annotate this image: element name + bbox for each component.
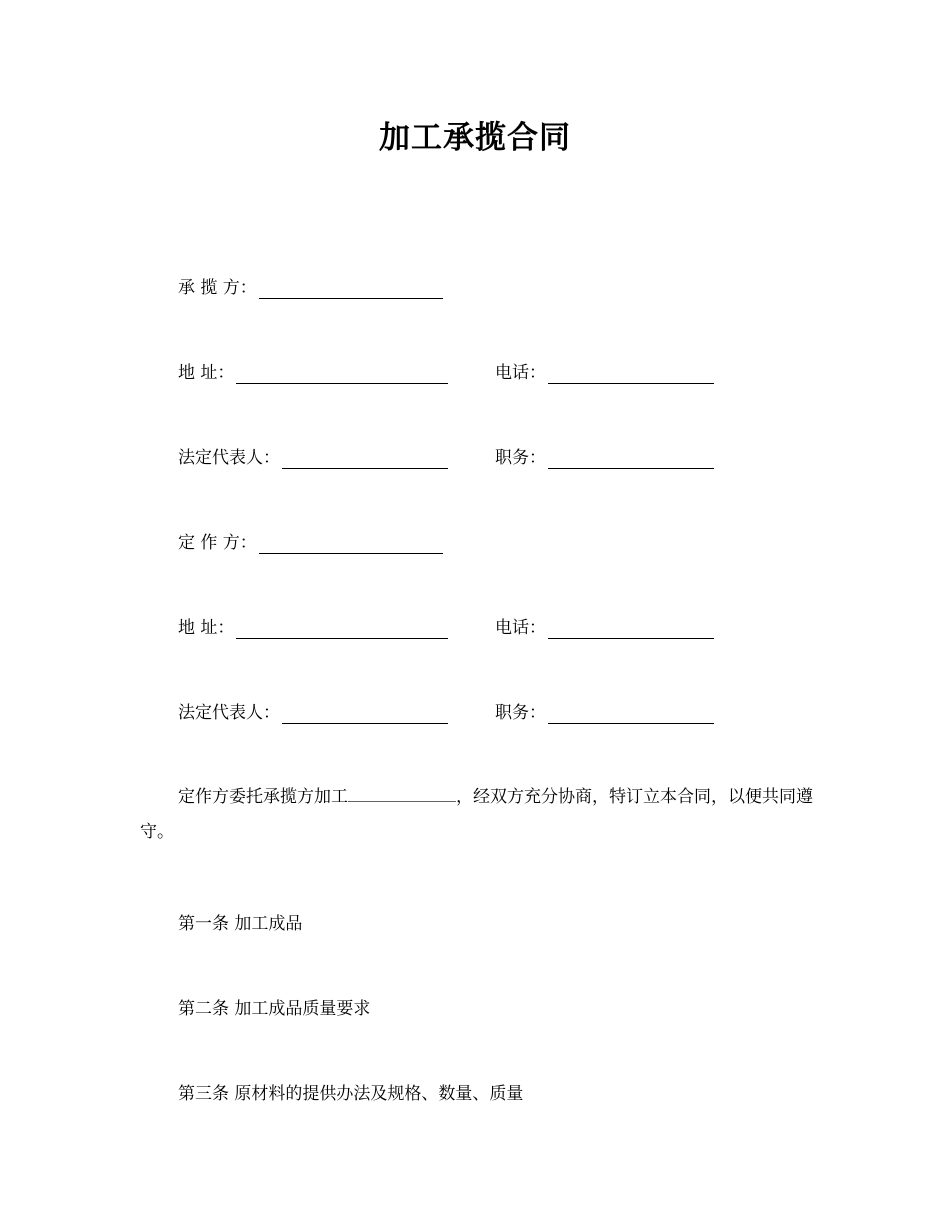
client-position-field — [495, 702, 714, 724]
processing-item-blank[interactable] — [348, 787, 456, 802]
client-address-blank[interactable] — [236, 621, 448, 639]
contractor-rep-field — [178, 447, 448, 469]
contractor-address-label: 地 址： — [178, 363, 235, 383]
client-name-blank[interactable] — [259, 536, 443, 554]
contractor-rep-label: 法定代表人： — [178, 448, 280, 468]
article-1: 第一条 加工成品 — [178, 914, 303, 934]
contractor-name-label: 承 揽 方： — [178, 278, 257, 298]
client-address-field — [178, 617, 448, 639]
document-title: 加工承揽合同 — [379, 120, 571, 156]
contractor-position-label: 职务： — [495, 448, 546, 468]
intro-paragraph — [140, 780, 820, 850]
intro-text-part1: 定作方委托承揽方加工 — [178, 787, 348, 807]
article-3: 第三条 原材料的提供办法及规格、数量、质量 — [178, 1084, 524, 1104]
client-position-label: 职务： — [495, 703, 546, 723]
contractor-phone-label: 电话： — [495, 363, 546, 383]
intro-text-part2: ，经双方充分协商，特订立本合同，以便共同遵守。 — [140, 787, 813, 842]
contractor-name-field — [178, 277, 443, 299]
contractor-address-blank[interactable] — [236, 366, 448, 384]
client-address-label: 地 址： — [178, 618, 235, 638]
client-rep-blank[interactable] — [282, 706, 448, 724]
client-name-field — [178, 532, 443, 554]
client-phone-blank[interactable] — [548, 621, 714, 639]
client-rep-label: 法定代表人： — [178, 703, 280, 723]
contractor-rep-blank[interactable] — [282, 451, 448, 469]
article-2: 第二条 加工成品质量要求 — [178, 999, 371, 1019]
contractor-address-field — [178, 362, 448, 384]
contractor-position-blank[interactable] — [548, 451, 714, 469]
client-phone-label: 电话： — [495, 618, 546, 638]
client-name-label: 定 作 方： — [178, 533, 257, 553]
contractor-position-field — [495, 447, 714, 469]
contractor-phone-blank[interactable] — [548, 366, 714, 384]
client-position-blank[interactable] — [548, 706, 714, 724]
contractor-name-blank[interactable] — [259, 281, 443, 299]
contractor-phone-field — [495, 362, 714, 384]
client-rep-field — [178, 702, 448, 724]
client-phone-field — [495, 617, 714, 639]
